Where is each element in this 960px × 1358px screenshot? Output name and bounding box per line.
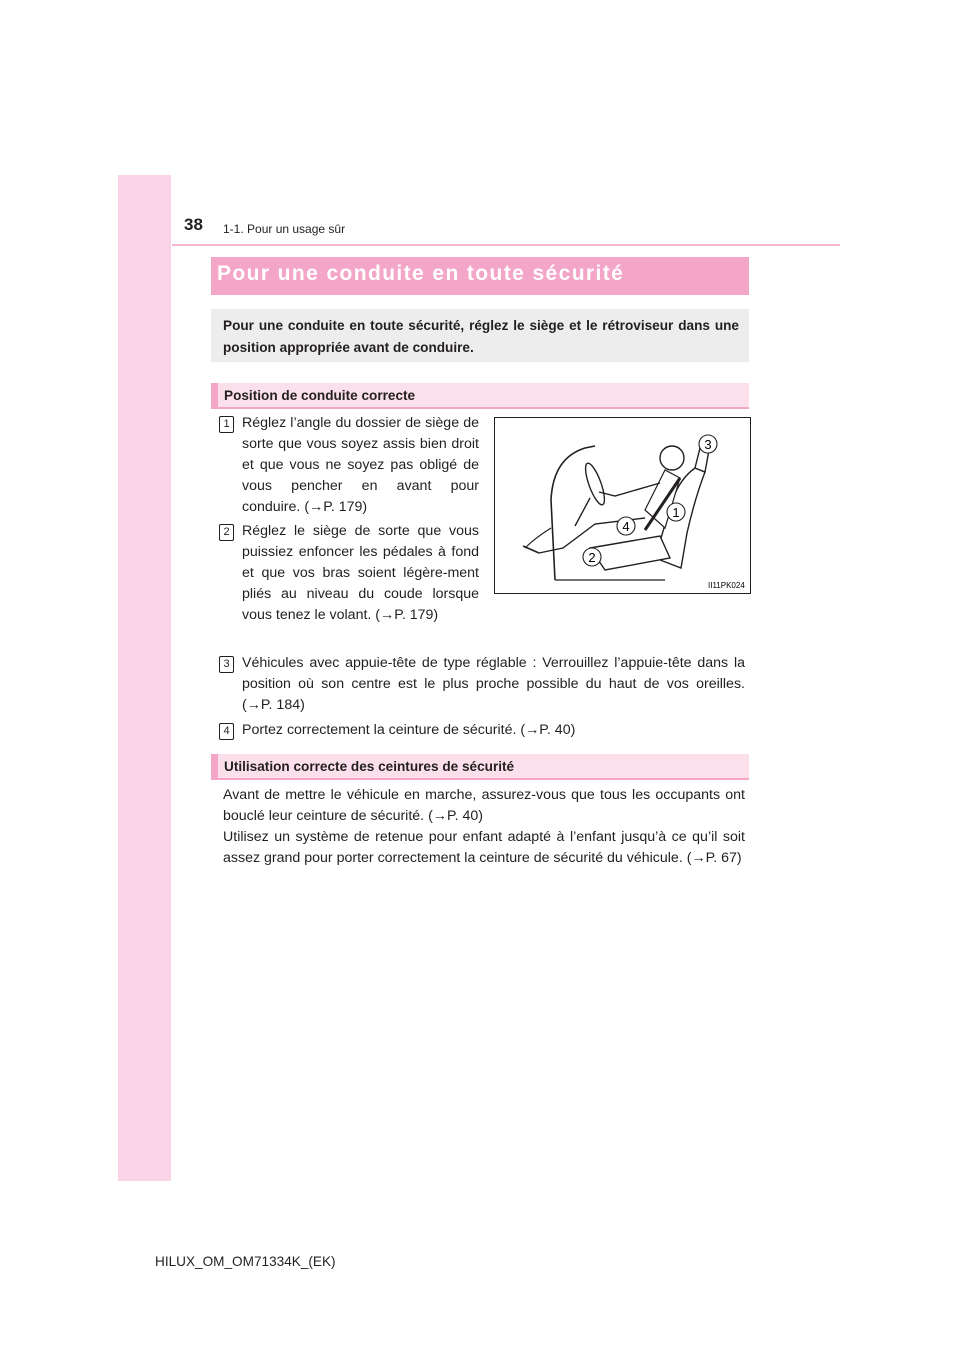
steering-column [575, 498, 590, 526]
item-body: Véhicules avec appuie-tête de type réglable : Verrouillez l’appuie-tête dans la position où son centre est le plus proche possible du haut de vos oreilles. [242, 655, 745, 692]
subhead-title: Utilisation correcte des ceintures de sécurité [224, 759, 515, 774]
subhead-accent [211, 383, 218, 409]
seat-illustration [495, 418, 750, 593]
subhead-accent [211, 754, 218, 780]
paragraph-body: Utilisez un système de retenue pour enfant adapté à l’enfant jusqu’à ce qu’il soit assez grand pour porter correctement la ceinture de sécurité du véhicule. [223, 829, 745, 866]
paragraph-body: Avant de mettre le véhicule en marche, assurez-vous que tous les occupants ont bouclé leur ceinture de sécurité. [223, 787, 745, 824]
section-label: 1-1. Pour un usage sûr [223, 222, 346, 236]
seat-position-figure [494, 417, 751, 594]
seatbelt-paragraph-1 [223, 785, 745, 827]
callout-label: 4 [622, 519, 630, 534]
item-number-4: 4 [219, 723, 234, 740]
page-ref-link[interactable]: (→P. 179) [304, 499, 368, 515]
seatbelt-paragraph-2 [223, 827, 745, 869]
dash-outline [525, 528, 551, 548]
intro-text: Pour une conduite en toute sécurité, réglez le siège et le rétroviseur dans une position appropriée avant de conduire. [223, 318, 739, 355]
steering-wheel [582, 461, 608, 506]
page-title: Pour une conduite en toute sécurité [217, 262, 625, 285]
item-body: Portez correctement la ceinture de sécurité. [242, 722, 517, 738]
callout-label: 3 [704, 437, 712, 452]
page-ref-link[interactable]: (→P. 40) [428, 808, 483, 824]
page-ref-link[interactable]: (→P. 179) [375, 607, 439, 623]
subhead-title: Position de conduite correcte [224, 388, 416, 403]
subhead-driving-position [211, 383, 749, 409]
item-text-1 [242, 413, 479, 518]
pedal [523, 546, 539, 553]
item-text-4 [242, 720, 745, 741]
item-text-3 [242, 653, 745, 716]
header-rule [172, 244, 840, 246]
callout-label: 2 [588, 550, 596, 565]
seat-cushion [590, 536, 670, 570]
callout-label: 1 [672, 505, 680, 520]
item-number-3: 3 [219, 656, 234, 673]
driver-head [660, 446, 684, 470]
item-body: Réglez l’angle du dossier de siège de sorte que vous soyez assis bien droit et que vous ne soyez pas obligé de vous pencher en avant pour conduire. [242, 415, 479, 515]
item-text-2 [242, 521, 479, 626]
item-body: Réglez le siège de sorte que vous puissiez enfoncer les pédales à fond et que vos bras soient légère-ment pliés au niveau du coude lorsque vous tenez le volant. [242, 523, 479, 623]
driver-arm [599, 483, 660, 496]
document-code: HILUX_OM_OM71334K_(EK) [155, 1254, 336, 1269]
item-number-2: 2 [219, 524, 234, 541]
page-ref-link[interactable]: (→P. 184) [242, 697, 305, 713]
figure-code: II11PK024 [708, 581, 745, 590]
chapter-tab-bar [118, 175, 171, 1181]
item-number-1: 1 [219, 416, 234, 433]
page-ref-link[interactable]: (→P. 40) [520, 722, 576, 738]
subhead-seatbelt-usage [211, 754, 749, 780]
page-number: 38 [184, 215, 203, 234]
page-ref-link[interactable]: (→P. 67) [686, 850, 742, 866]
